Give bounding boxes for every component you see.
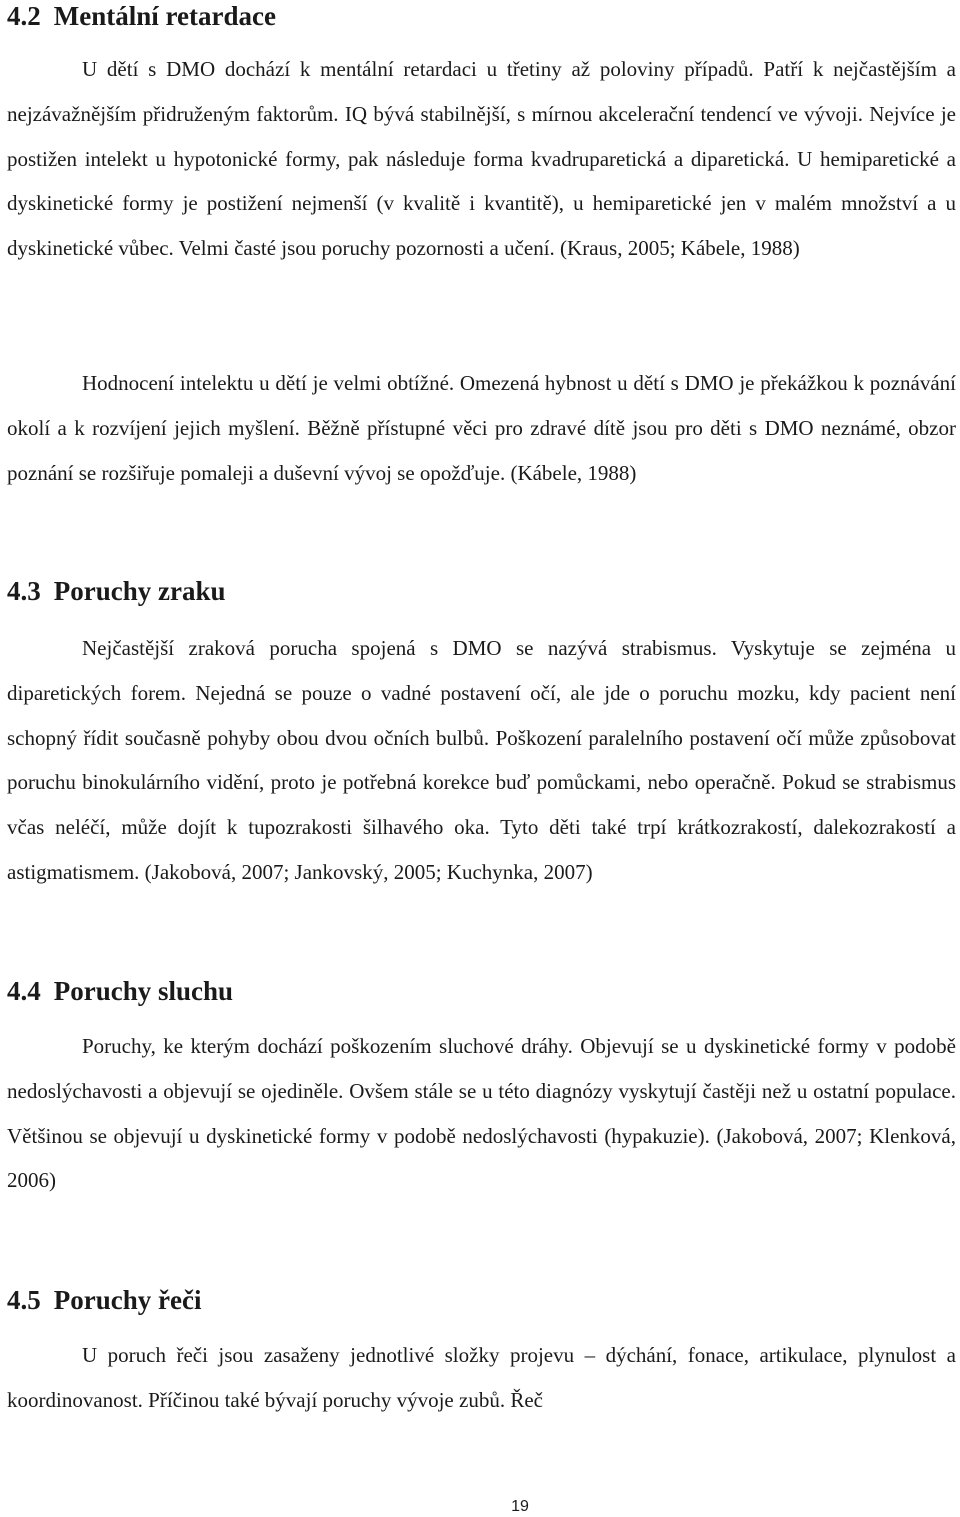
body-paragraph: Hodnocení intelektu u dětí je velmi obtížné. Omezená hybnost u dětí s DMO je překážkou k poznávání okolí a k rozvíjení jejich myšlení. Běžně přístupné věci pro zdravé dítě jsou pro děti s DMO neznámé, obzor poznání se rozšiřuje pomaleji a duševní vývoj se opožďuje. (Kábele, 1988) — [7, 371, 956, 485]
section-title: Mentální retardace — [53, 1, 276, 31]
body-paragraph: U dětí s DMO dochází k mentální retardaci u třetiny až poloviny případů. Patří k nejčastějším a nejzávažnějším přidruženým faktorům. IQ bývá stabilnější, s mírnou akcelerační tendencí ve vývoji. Nejvíce je postižen intelekt u hypotonické formy, pak následuje forma kvadruparetická a diparetická. U hemiparetické a dyskinetické formy je postižení nejmenší (v kvalitě i kvantitě), u hemiparetické jen v malém množství a u dyskinetické vůbec. Velmi časté jsou poruchy pozornosti a učení. (Kraus, 2005; Kábele, 1988) — [7, 57, 956, 261]
section-number: 4.3 — [7, 576, 41, 606]
body-paragraph: U poruch řeči jsou zasaženy jednotlivé složky projevu – dýchání, fonace, artikulace, plynulost a koordinovanost. Příčinou také bývají poruchy vývoje zubů. Řeč — [7, 1343, 956, 1412]
section-number: 4.5 — [7, 1285, 41, 1315]
section-title: Poruchy zraku — [53, 576, 226, 606]
section-number: 4.4 — [7, 976, 41, 1006]
section-heading — [7, 1285, 201, 1315]
body-paragraph: Poruchy, ke kterým dochází poškozením sluchové dráhy. Objevují se u dyskinetické formy v podobě nedoslýchavosti a objevují se ojediněle. Ovšem stále se u této diagnózy vyskytují častěji než u ostatní populace. Většinou se objevují u dyskinetické formy v podobě nedoslýchavosti (hypakuzie). (Jakobová, 2007; Klenková, 2006) — [7, 1034, 956, 1193]
section-title: Poruchy sluchu — [53, 976, 234, 1006]
section-heading — [7, 576, 226, 606]
section-heading — [7, 1, 276, 31]
section-title: Poruchy řeči — [53, 1285, 202, 1315]
body-paragraph: Nejčastější zraková porucha spojená s DMO se nazývá strabismus. Vyskytuje se zejména u diparetických forem. Nejedná se pouze o vadné postavení očí, ale jde o poruchu mozku, kdy pacient není schopný řídit současně pohyby obou dvou očních bulbů. Poškození paralelního postavení očí může způsobovat poruchu binokulárního vidění, proto je potřebná korekce buď pomůckami, nebo operačně. Pokud se strabismus včas neléčí, může dojít k tupozrakosti šilhavého oka. Tyto děti také trpí krátkozrakostí, dalekozrakostí a astigmatismem. (Jakobová, 2007; Jankovský, 2005; Kuchynka, 2007) — [7, 636, 956, 884]
page-number: 19 — [511, 1498, 529, 1515]
section-number: 4.2 — [7, 1, 41, 31]
section-heading — [7, 976, 233, 1006]
